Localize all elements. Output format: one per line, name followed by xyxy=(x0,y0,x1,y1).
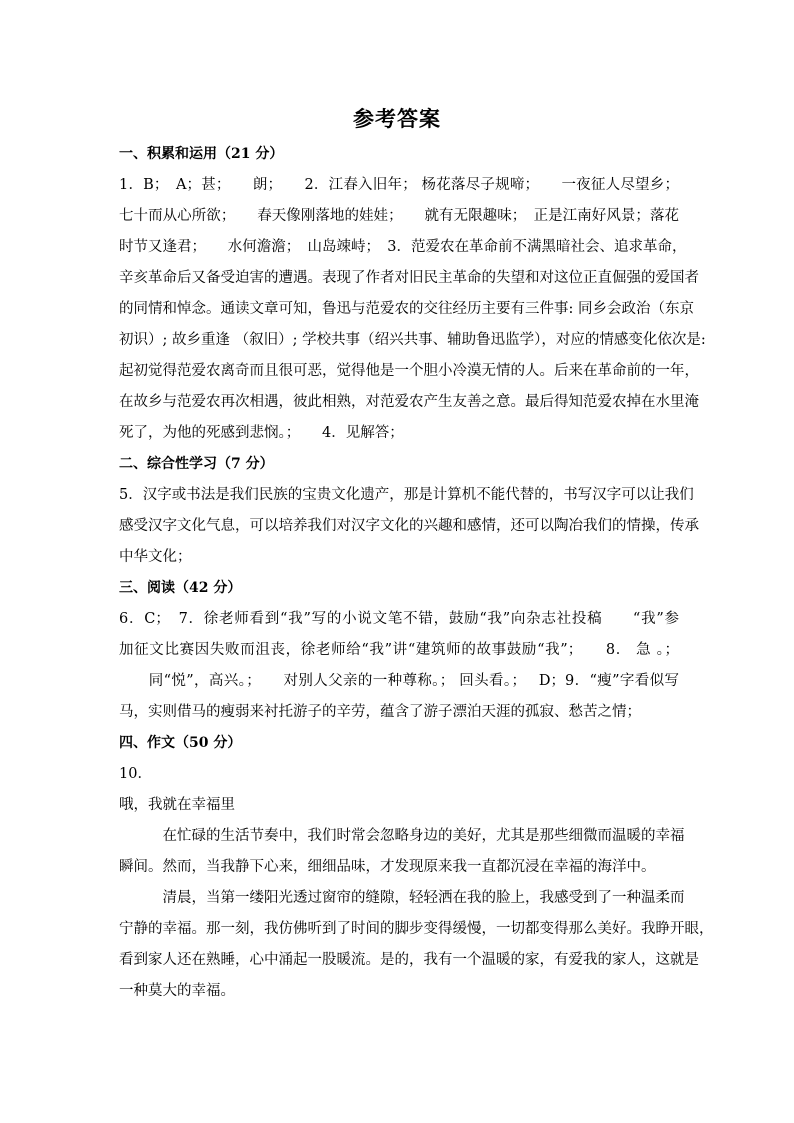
question-number: 10． xyxy=(119,766,152,782)
answer-line: 6．C； 7．徐老师看到“我”写的小说文笔不错，鼓励“我”向杂志社投稿 “我”参 xyxy=(119,611,679,627)
essay-line: 宁静的幸福。那一刻，我仿佛听到了时间的脚步变得缓慢，一切都变得那么美好。我睁开眼， xyxy=(119,921,714,937)
essay-line: 一种莫大的幸福。 xyxy=(119,983,235,999)
answer-line: 七十而从心所欲； 春天像刚落地的娃娃； 就有无限趣味； 正是江南好风景；落花 xyxy=(119,208,679,224)
answer-line: 感受汉字文化气息，可以培养我们对汉字文化的兴趣和感情，还可以陶冶我们的情操，传承 xyxy=(119,518,699,534)
answer-line: 中华文化； xyxy=(119,549,192,565)
essay-title: 哦，我就在幸福里 xyxy=(119,797,235,813)
answer-line: 1．B； A；甚； 朗； 2．江春入旧年； 杨花落尽子规啼； 一夜征人尽望乡； xyxy=(119,177,679,193)
section-heading-4: 四、作文（50 分） xyxy=(119,735,242,751)
answer-line: 加征文比赛因失败而沮丧，徐老师给“我”讲“建筑师的故事鼓励“我”； 8． 急 。； xyxy=(119,642,679,658)
answer-line: 马，实则借马的瘦弱来衬托游子的辛劳，蕴含了游子漂泊天涯的孤寂、愁苦之情； xyxy=(119,704,641,720)
answer-line: 的同情和悼念。通读文章可知，鲁迅与范爱农的交往经历主要有三件事: 同乡会政治（东京 xyxy=(119,301,694,317)
answer-line: 5．汉字或书法是我们民族的宝贵文化遗产，那是计算机不能代替的，书写汉字可以让我们 xyxy=(119,487,694,503)
essay-line: 看到家人还在熟睡，心中涌起一股暖流。是的，我有一个温暖的家，有爱我的家人，这就是 xyxy=(119,952,699,968)
section-heading-3: 三、阅读（42 分） xyxy=(119,580,242,596)
answer-line: 死了，为他的死感到悲悯。； 4．见解答； xyxy=(119,425,404,441)
page-title: 参考答案 xyxy=(353,106,441,131)
answer-line: 起初觉得范爱农离奇而且很可恶，觉得他是一个胆小冷漠无情的人。后来在革命前的一年， xyxy=(119,363,699,379)
answer-line: 同“悦”，高兴。； 对别人父亲的一种尊称。； 回头看。； D；9．“瘦”字看似写 xyxy=(119,673,679,689)
answer-line: 初识）; 故乡重逢 （叙旧）; 学校共事（绍兴共事、辅助鲁迅监学），对应的情感变化依次是: xyxy=(119,332,706,348)
section-heading-2: 二、综合性学习（7 分） xyxy=(119,456,274,472)
essay-line: 在忙碌的生活节奏中，我们时常会忽略身边的美好，尤其是那些细微而温暖的幸福 xyxy=(119,828,685,844)
answer-line: 时节又逢君； 水何澹澹； 山岛竦峙； 3．范爱农在革命前不满黑暗社会、追求革命， xyxy=(119,239,687,255)
answer-line: 在故乡与范爱农再次相遇，彼此相熟，对范爱农产生友善之意。最后得知范爱农掉在水里淹 xyxy=(119,394,699,410)
answer-line: 辛亥革命后又备受迫害的遭遇。表现了作者对旧民主革命的失望和对这位正直倔强的爱国者 xyxy=(119,270,699,286)
essay-line: 瞬间。然而，当我静下心来，细细品味，才发现原来我一直都沉浸在幸福的海洋中。 xyxy=(119,859,656,875)
essay-line: 清晨，当第一缕阳光透过窗帘的缝隙，轻轻洒在我的脸上，我感受到了一种温柔而 xyxy=(119,890,685,906)
section-heading-1: 一、积累和运用（21 分） xyxy=(119,146,284,162)
